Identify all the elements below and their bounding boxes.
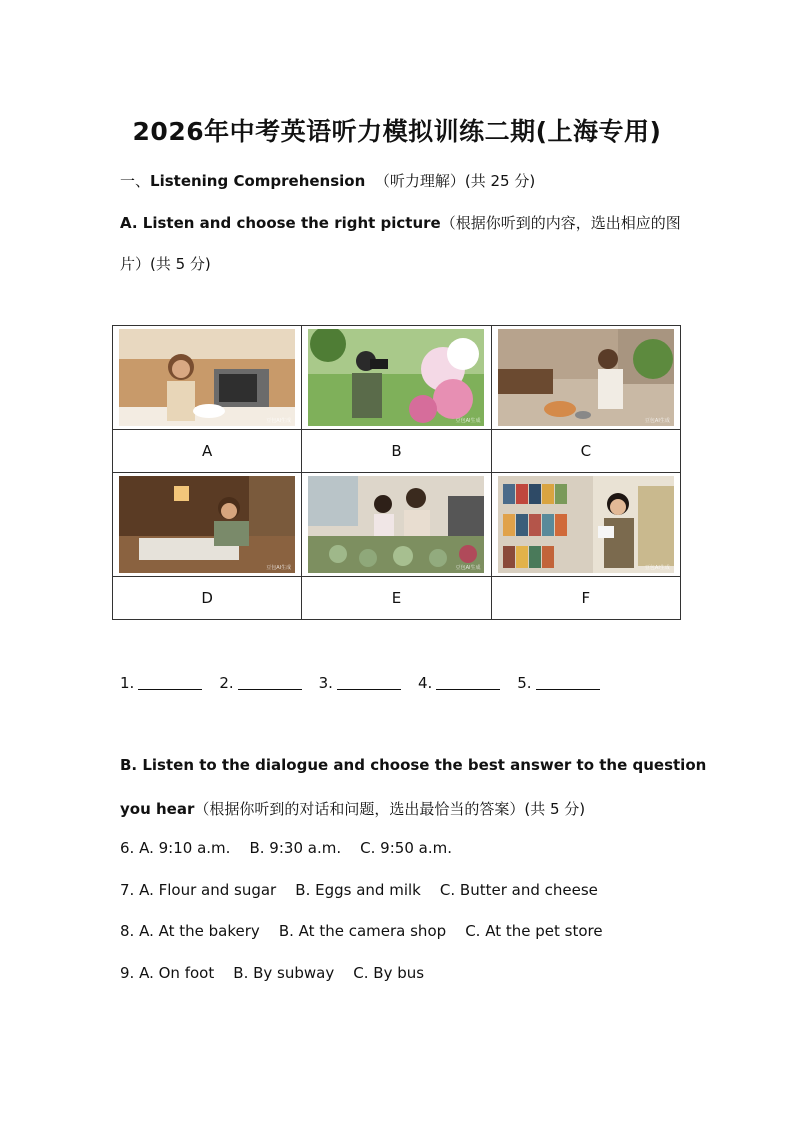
answer-blank-3[interactable]: 3. <box>319 674 401 692</box>
part-a-heading <box>120 212 681 233</box>
picture-cell-e <box>302 473 491 577</box>
answer-blank-5[interactable]: 5. <box>517 674 599 692</box>
answer-blanks <box>120 674 617 692</box>
picture-label-b: B <box>302 430 491 473</box>
answer-blank-1[interactable]: 1. <box>120 674 202 692</box>
watermark: 豆包AI生成 <box>644 565 670 571</box>
page-title: 2026年中考英语听力模拟训练二期(上海专用) <box>132 117 662 146</box>
boy-photographing-flowers-photo <box>308 329 484 426</box>
picture-cell-b <box>302 326 491 430</box>
section-heading <box>120 170 535 191</box>
woman-reading-bookstore-photo <box>498 476 674 573</box>
section-title-cn: （听力理解）(共 25 分) <box>374 172 536 190</box>
watermark: 豆包AI生成 <box>644 418 670 424</box>
section-prefix: 一、 <box>120 172 151 190</box>
part-a-title-cn: （根据你听到的内容，选出相应的图 <box>440 214 681 232</box>
mother-daughter-planting-succulents-photo <box>308 476 484 573</box>
watermark: 豆包AI生成 <box>266 418 292 424</box>
girl-baking-kitchen-photo <box>119 329 295 426</box>
picture-label-e: E <box>302 577 491 620</box>
part-b-title-cn: （根据你听到的对话和问题，选出最恰当的答案）(共 5 分) <box>194 800 586 818</box>
section-title-en: Listening Comprehension <box>150 172 366 190</box>
answer-blank-4[interactable]: 4. <box>418 674 500 692</box>
picture-table <box>112 325 681 620</box>
question-8: 8. A. At the bakery B. At the camera shop C. At the pet store <box>120 922 603 940</box>
picture-label-d: D <box>113 577 302 620</box>
part-a-title-en: A. Listen and choose the right picture <box>120 214 441 232</box>
picture-cell-c <box>491 326 680 430</box>
picture-cell-f <box>491 473 680 577</box>
girl-feeding-cat-park-photo <box>498 329 674 426</box>
picture-label-f: F <box>491 577 680 620</box>
watermark: 豆包AI生成 <box>266 565 292 571</box>
boy-building-model-plane-photo <box>119 476 295 573</box>
part-b-title-en-cont: you hear <box>120 800 195 818</box>
picture-label-a: A <box>113 430 302 473</box>
watermark: 豆包AI生成 <box>455 565 481 571</box>
part-b-heading: B. Listen to the dialogue and choose the best answer to the question <box>120 756 707 774</box>
question-7: 7. A. Flour and sugar B. Eggs and milk C. Butter and cheese <box>120 881 598 899</box>
picture-label-c: C <box>491 430 680 473</box>
answer-blank-2[interactable]: 2. <box>219 674 301 692</box>
part-b-heading-cont <box>120 798 585 819</box>
question-9: 9. A. On foot B. By subway C. By bus <box>120 964 425 982</box>
picture-cell-d <box>113 473 302 577</box>
question-6: 6. A. 9:10 a.m. B. 9:30 a.m. C. 9:50 a.m. <box>120 839 452 857</box>
picture-cell-a <box>113 326 302 430</box>
part-a-heading-cont: 片）(共 5 分) <box>120 255 211 273</box>
watermark: 豆包AI生成 <box>455 418 481 424</box>
